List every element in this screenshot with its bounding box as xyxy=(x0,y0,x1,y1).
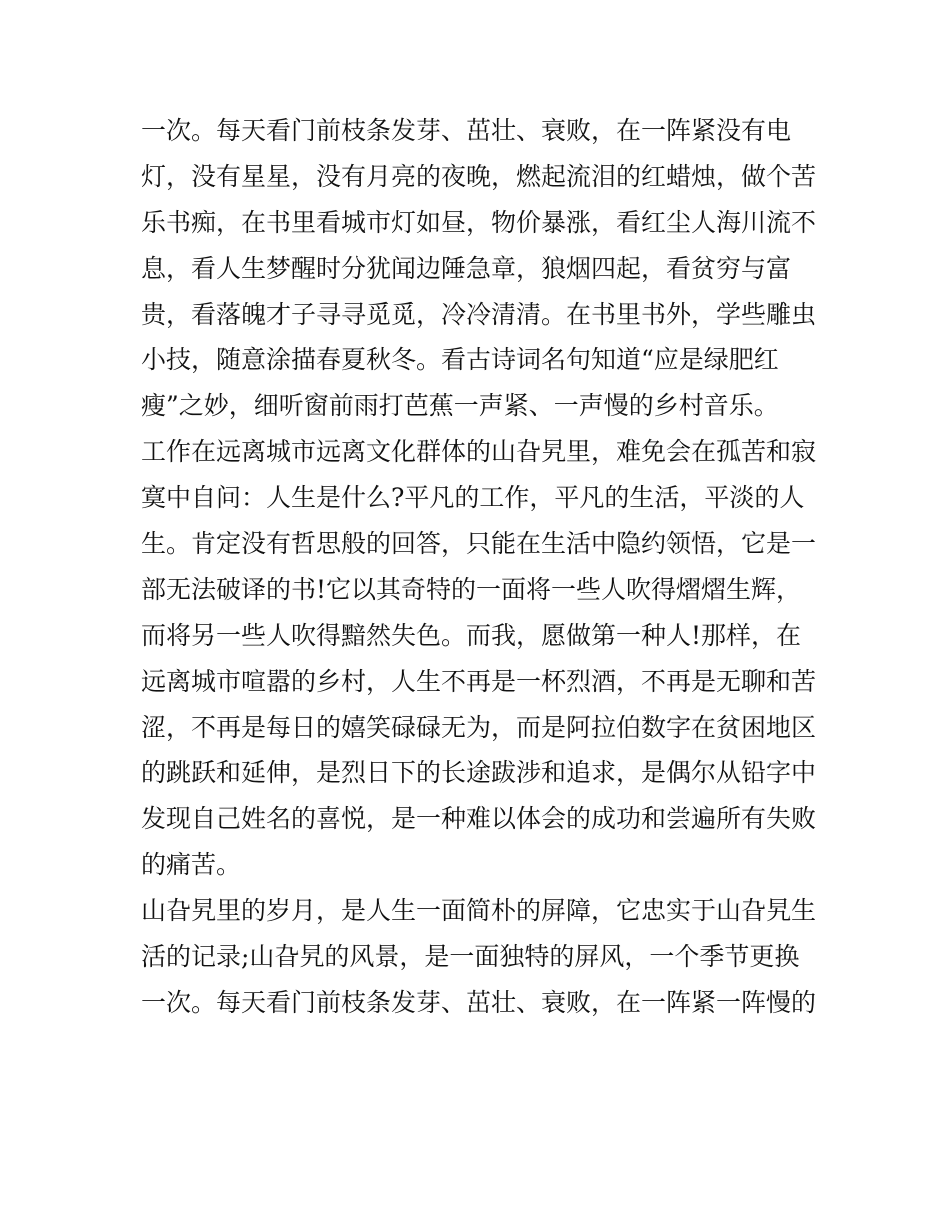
text-line: 贵，看落魄才子寻寻觅觅，冷冷清清。在书里书外，学些雕虫 xyxy=(141,299,817,329)
text-line: 发现自己姓名的喜悦，是一种难以体会的成功和尝遍所有失败 xyxy=(141,804,817,834)
text-line: 瘦”之妙，细听窗前雨打芭蕉一声紧、一声慢的乡村音乐。 xyxy=(141,391,779,421)
text-line: 息，看人生梦醒时分犹闻边陲急章，狼烟四起，看贫穷与富 xyxy=(141,253,792,283)
text-line: 活的记录;山旮旯的风景，是一面独特的屏风，一个季节更换 xyxy=(141,942,800,972)
text-line: 乐书痴，在书里看城市灯如昼，物价暴涨，看红尘人海川流不 xyxy=(141,207,817,237)
text-line: 寞中自问：人生是什么?平凡的工作，平凡的生活，平淡的人 xyxy=(141,483,805,513)
text-line: 涩，不再是每日的嬉笑碌碌无为，而是阿拉伯数字在贫困地区 xyxy=(141,712,817,742)
text-line: 的跳跃和延伸，是烈日下的长途跋涉和追求，是偶尔从铅字中 xyxy=(141,758,817,788)
text-line: 小技，随意涂描春夏秋冬。看古诗词名句知道“应是绿肥红 xyxy=(141,345,779,375)
text-line: 的痛苦。 xyxy=(141,850,242,880)
text-line: 部无法破译的书!它以其奇特的一面将一些人吹得熠熠生辉， xyxy=(141,574,802,604)
text-line: 灯，没有星星，没有月亮的夜晚，燃起流泪的红蜡烛，做个苦 xyxy=(141,161,817,191)
text-line: 而将另一些人吹得黯然失色。而我，愿做第一种人!那样，在 xyxy=(141,620,802,650)
body-text xyxy=(141,108,821,1026)
text-line: 工作在远离城市远离文化群体的山旮旯里，难免会在孤苦和寂 xyxy=(141,437,817,467)
text-line: 远离城市喧嚣的乡村，人生不再是一杯烈酒，不再是无聊和苦 xyxy=(141,666,817,696)
text-line: 一次。每天看门前枝条发芽、茁壮、衰败，在一阵紧一阵慢的 xyxy=(141,987,817,1017)
text-line: 山旮旯里的岁月，是人生一面简朴的屏障，它忠实于山旮旯生 xyxy=(141,896,817,926)
text-line: 一次。每天看门前枝条发芽、茁壮、衰败，在一阵紧没有电 xyxy=(141,116,792,145)
text-line: 生。肯定没有哲思般的回答，只能在生活中隐约领悟，它是一 xyxy=(141,529,817,559)
